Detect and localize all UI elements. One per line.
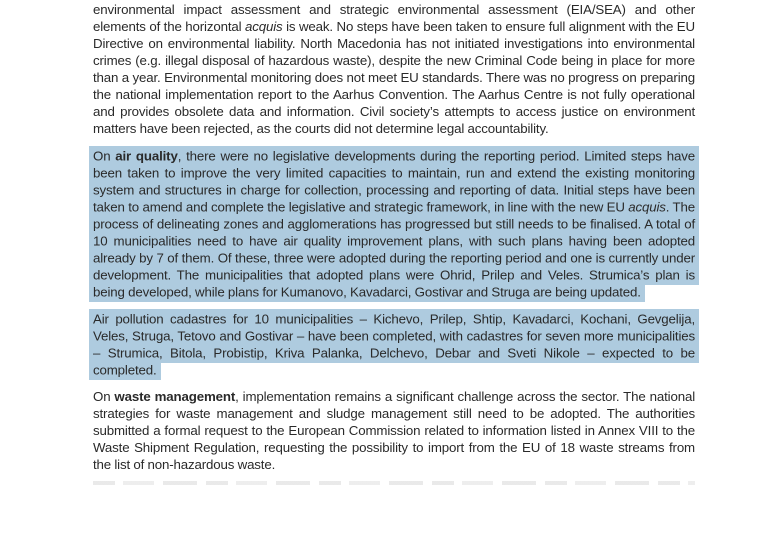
next-paragraph-cutoff bbox=[93, 481, 695, 485]
text-segment-normal: is weak. No steps have been taken to ensure full alignment with the EU Directive on environmental liability. North Macedonia has not initiated investigations into environmental crimes (e.g. illegal disposal of hazardous waste), despite the new Criminal Code being in place for more than a year. Environmental monitoring does not meet EU standards. There was no progress on preparing the national implementation report to the Aarhus Convention. The Aarhus Centre is not fully operational and provides obsolete data and information. Civil society’s attempts to access justice on environment matters have been rejected, as the courts did not determine legal accountability. bbox=[93, 19, 695, 136]
text-segment-normal: . The process of delineating zones and agglomerations has progressed but still needs to be finalised. A total of 10 municipalities need to have air quality improvement plans, with such plans having been adopted already by 7 of them. Of these, three were adopted during the reporting period and one is currently under development. The municipalities that adopted plans were Ohrid, Prilep and Veles. Strumica’s plan is being developed, while plans for Kumanovo, Kavadarci, Gostivar and Struga are being updated. bbox=[93, 199, 695, 299]
paragraph-air-quality bbox=[93, 147, 695, 300]
paragraph-text bbox=[93, 2, 695, 136]
text-segment-bold: waste management bbox=[114, 389, 236, 404]
text-segment-normal: On bbox=[93, 148, 116, 163]
text-segment-normal: On bbox=[93, 389, 115, 404]
paragraph-text bbox=[93, 389, 695, 472]
text-segment-bold: air quality bbox=[115, 148, 178, 163]
paragraph-air-pollution-cadastres bbox=[93, 310, 695, 378]
paragraph-waste-management bbox=[93, 388, 695, 473]
paragraph-list bbox=[93, 1, 695, 473]
text-segment-italic: acquis bbox=[245, 19, 283, 34]
text-segment-normal: environmental impact assessment and strategic environmental assessment (EIA/SEA) and other elements of the horizontal bbox=[93, 2, 695, 34]
text-segment-normal: Air pollution cadastres for 10 municipalities – Kichevo, Prilep, Shtip, Kavadarci, Kochani, Gevgelija, Veles, Struga, Tetovo and Gostivar – have been completed, with cadastres for seven more municipalities – Strumica, Bitola, Probistip, Kriva Palanka, Delchevo, Debar and Sveti Nikole – expected to be completed. bbox=[93, 311, 695, 377]
paragraph-environment-acquis bbox=[93, 1, 695, 137]
text-segment-normal: , there were no legislative developments during the reporting period. Limited steps have been taken to improve the very limited capacities to maintain, run and extend the existing monitoring system and structures in charge for collection, processing and reporting of data. Initial steps have been taken to amend and complete the legislative and strategic framework, in line with the new EU bbox=[93, 148, 695, 214]
text-segment-normal: , implementation remains a significant challenge across the sector. The national strategies for waste management and sludge management still need to be adopted. The authorities submitted a formal request to the European Commission related to information listed in Annex VIII to the Waste Shipment Regulation, requesting the possibility to import from the EU of 18 waste streams from the list of non-hazardous waste. bbox=[93, 389, 695, 472]
selected-text[interactable] bbox=[93, 309, 695, 380]
selected-text[interactable] bbox=[93, 146, 695, 302]
text-segment-italic: acquis bbox=[628, 199, 666, 214]
